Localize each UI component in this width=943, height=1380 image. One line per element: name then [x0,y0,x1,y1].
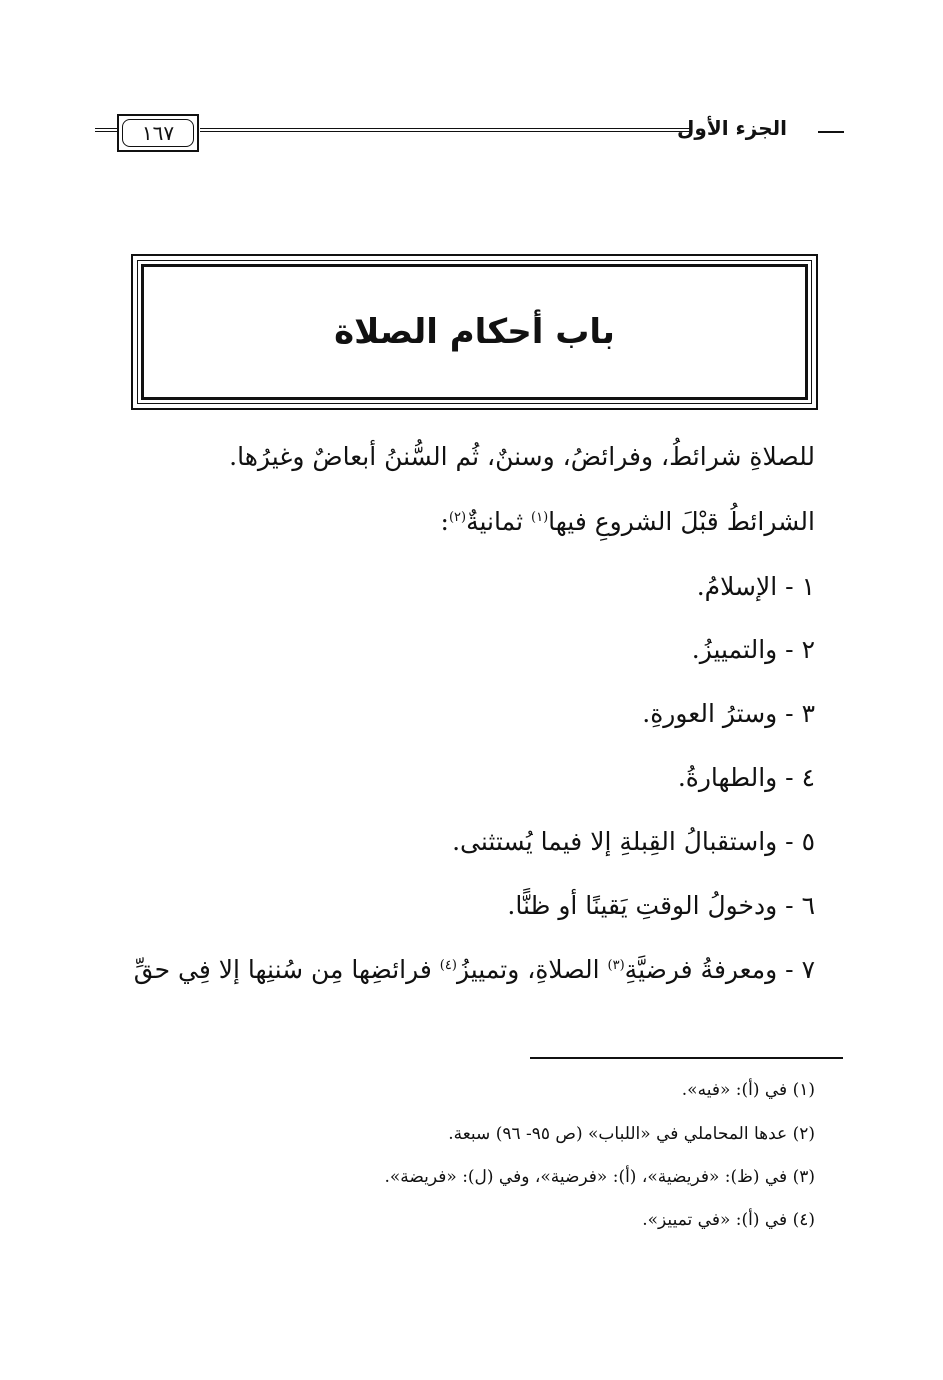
condition-item-5: ٥ - واستقبالُ القِبلةِ إلا فيما يُستثنى. [452,827,815,856]
footnote-2: (٢) عدها المحاملي في «اللباب» (ص ٩٥- ٩٦) سبعة. [448,1124,815,1144]
conditions-heading-count: ثمانيةٌ [466,507,531,536]
footnote-3: (٣) في (ظ): «فريضية»، (أ): «فرضية»، وفي (ل): «فريضة». [384,1167,815,1187]
condition-item-4: ٤ - والطهارةُ. [677,763,815,792]
footnote-1: (١) في (أ): «فيه». [681,1080,815,1100]
conditions-heading [95,505,815,539]
page-number-box [117,114,199,152]
condition-item-2: ٢ - والتمييزُ. [691,635,815,664]
condition-item-7-part2: الصلاةِ، وتمييزُ [456,955,608,984]
chapter-title-frame [131,254,818,410]
condition-item-6: ٦ - ودخولُ الوقتِ يَقينًا أو ظنًّا. [507,891,815,920]
footnote-ref-4: (٤) [439,958,457,973]
footnote-separator [530,1057,843,1059]
page-number: ١٦٧ [122,119,194,147]
volume-title: الجزء الأول [677,116,787,140]
footnote-4: (٤) في (أ): «في تمييز». [642,1210,815,1230]
header-rule-middle [200,128,690,132]
running-header [0,0,943,200]
condition-item-1: ١ - الإسلامُ. [696,572,815,601]
condition-item-7-part1: ٧ - ومعرفةُ فرضيَّةِ [624,955,815,984]
condition-item-7 [95,953,815,987]
chapter-frame-middle-border [137,260,812,404]
chapter-title: باب أحكام الصلاة [334,312,615,352]
footnote-ref-2: (٢) [448,510,467,525]
conditions-heading-text: الشرائطُ قبْلَ الشروعِ فيها [548,507,815,536]
chapter-frame-inner-border [141,264,808,400]
footnote-ref-3: (٣) [607,958,625,973]
condition-item-3: ٣ - وسترُ العورةِ. [642,699,815,728]
condition-item-7-part3: فرائضِها مِن سُننِها إلا فِي حقِّ [133,955,440,984]
conditions-heading-colon: : [440,507,449,536]
footnote-ref-1: (١) [531,510,549,525]
intro-paragraph: للصلاةِ شرائطُ، وفرائضُ، وسننٌ، ثُم السُّننُ أبعاضٌ وغيرُها. [229,442,815,471]
header-rule-right [818,131,844,133]
header-rule-left [95,128,117,132]
